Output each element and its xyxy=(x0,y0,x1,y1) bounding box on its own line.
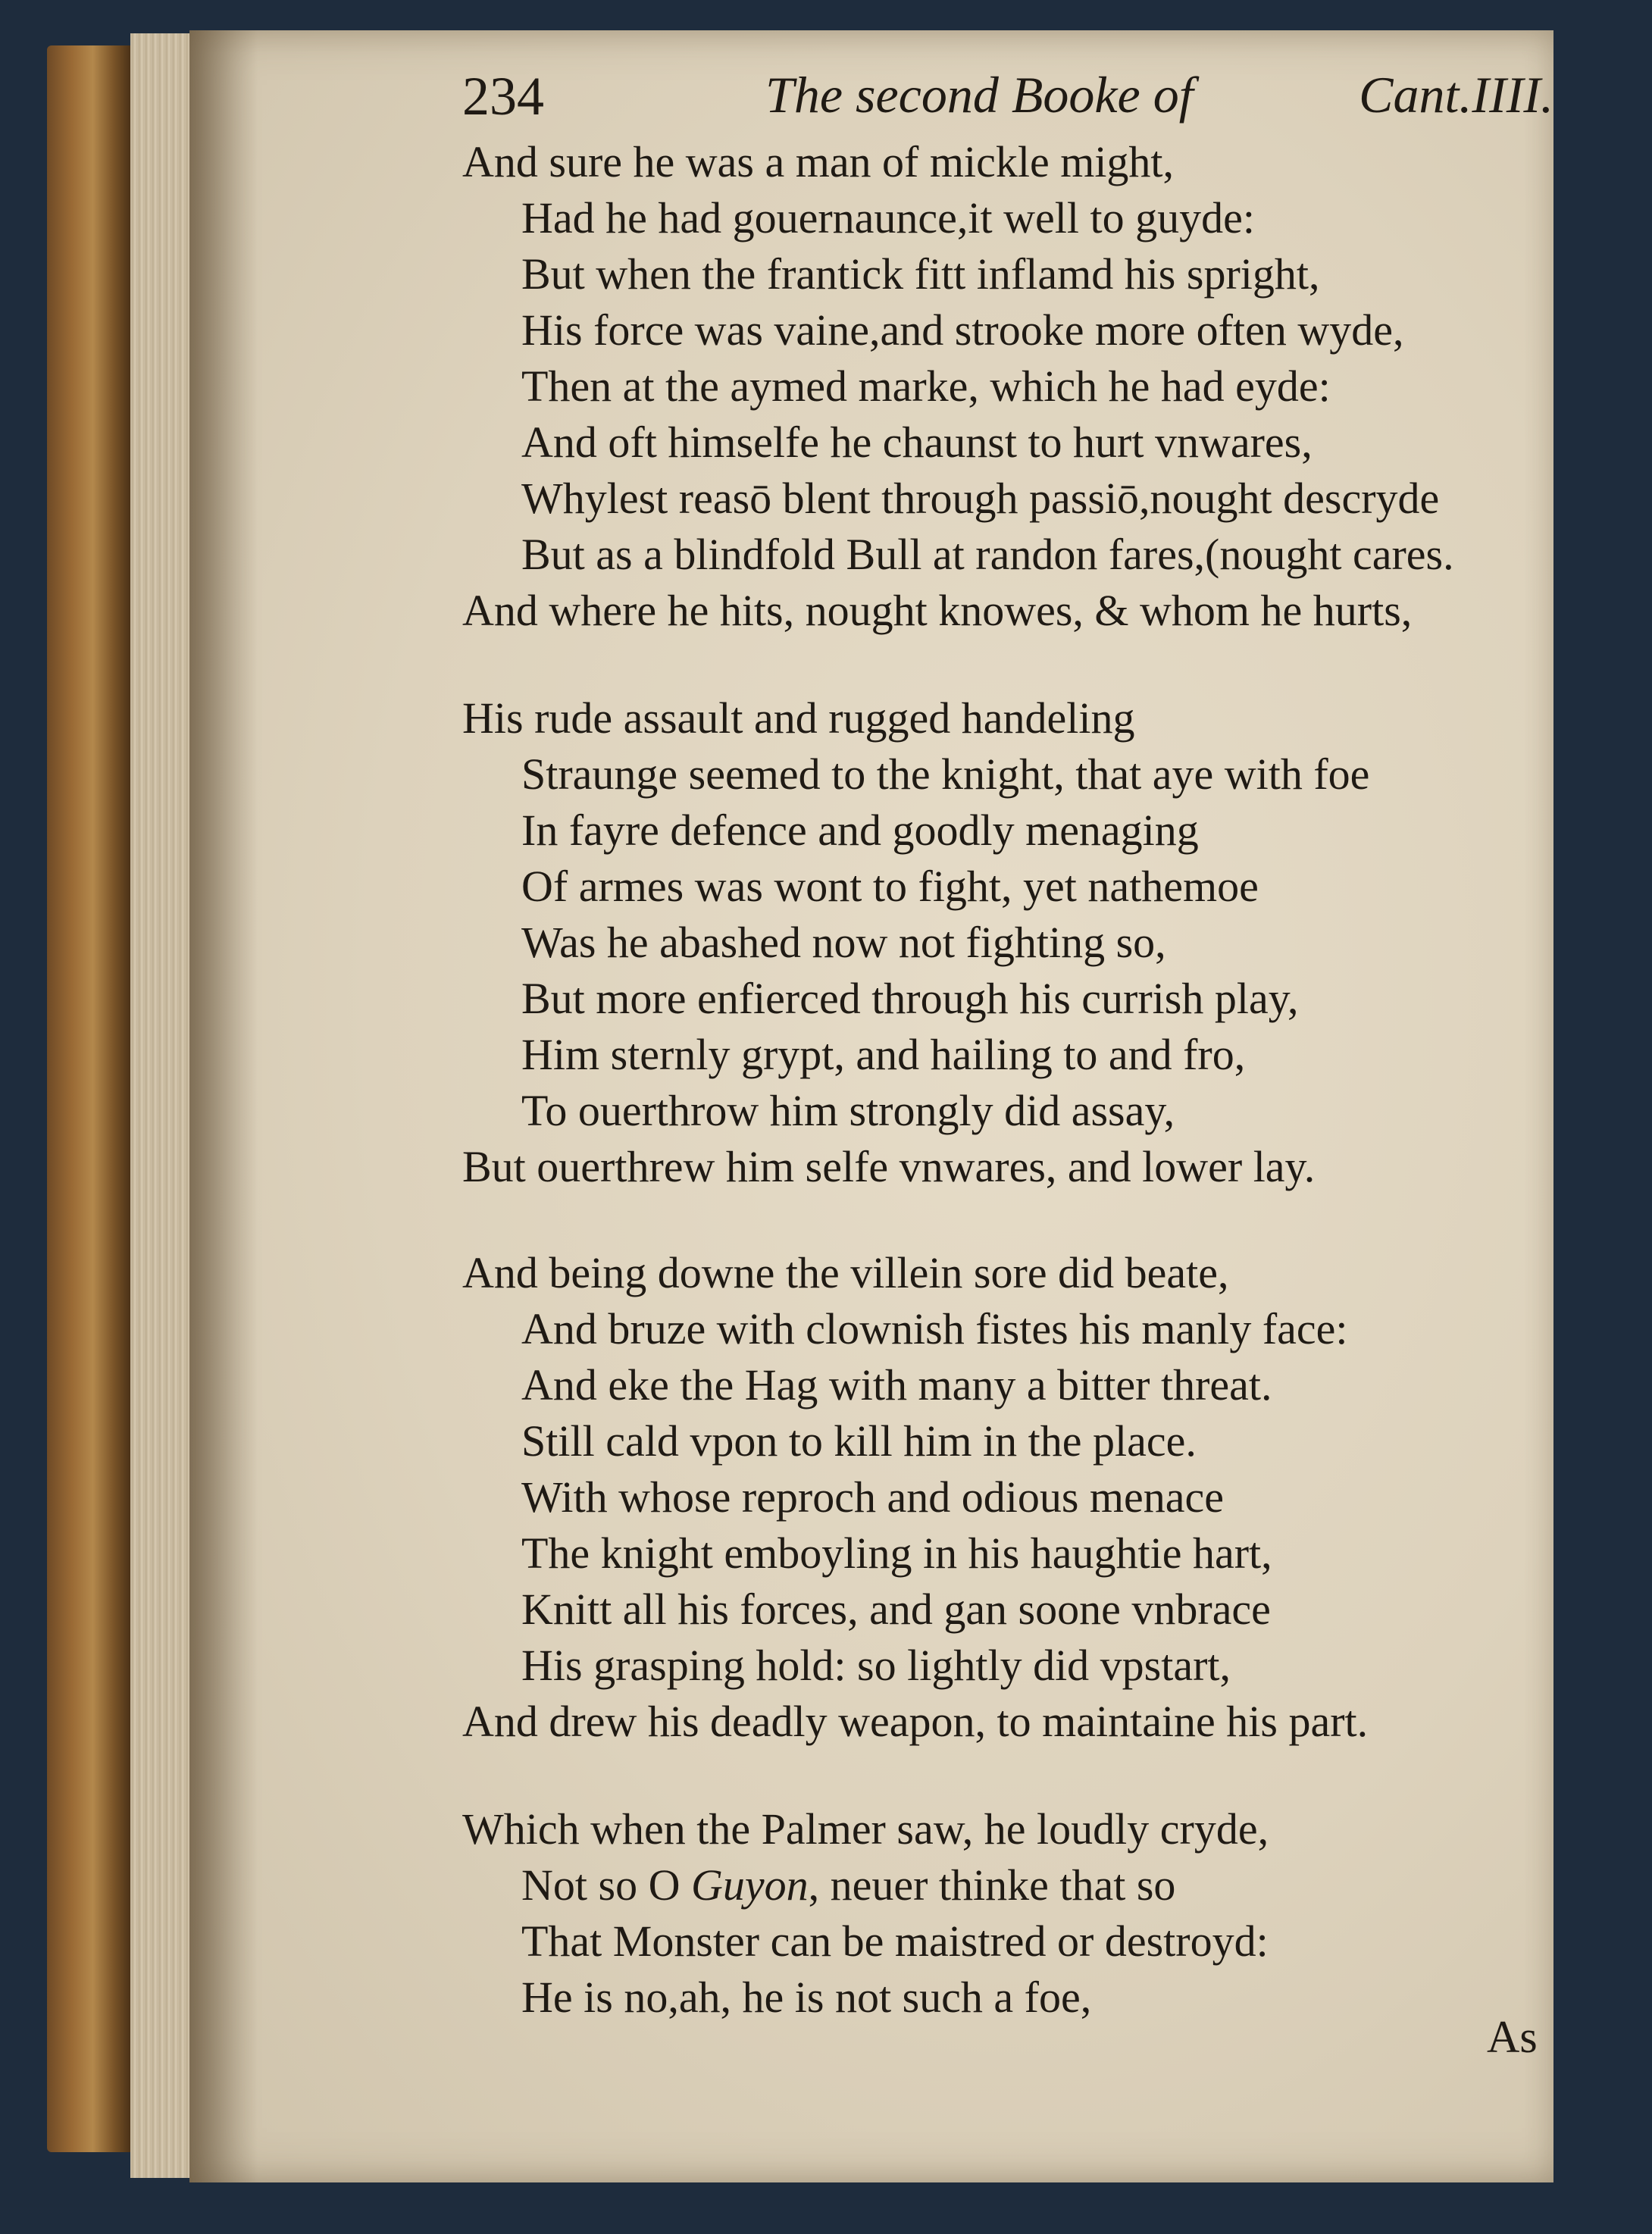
gutter-shadow xyxy=(189,30,258,2182)
stanza-3-line-2: And bruze with clownish fistes his manly face: xyxy=(521,1304,1348,1353)
stanza-4-line-2 xyxy=(521,1860,1175,1910)
book-fore-edge xyxy=(47,45,130,2152)
canto-label: Cant.IIII. xyxy=(1359,66,1553,124)
name-guyon: Guyon xyxy=(690,1860,809,1910)
stanza-3-line-7: Knitt all his forces, and gan soone vnbrace xyxy=(521,1585,1271,1634)
stanza-1-line-5: Then at the aymed marke, which he had eyde: xyxy=(521,361,1331,411)
line-text-before: Not so O xyxy=(521,1860,691,1910)
line-text-after: , neuer thinke that so xyxy=(808,1860,1176,1910)
stanza-3-line-5: With whose reproch and odious menace xyxy=(521,1472,1224,1522)
stanza-1-line-6: And oft himselfe he chaunst to hurt vnwares, xyxy=(521,418,1313,467)
stanza-2-line-3: In fayre defence and goodly menaging xyxy=(521,806,1199,855)
page-stack xyxy=(130,33,191,2178)
stanza-2-line-1: His rude assault and rugged handeling xyxy=(462,693,1135,743)
stanza-3-line-9: And drew his deadly weapon, to maintaine his part. xyxy=(462,1697,1369,1746)
stanza-1-line-1: And sure he was a man of mickle might, xyxy=(462,137,1175,186)
stanza-1-line-3: But when the frantick fitt inflamd his spright, xyxy=(521,249,1320,299)
stanza-3-line-3: And eke the Hag with many a bitter threat. xyxy=(521,1360,1272,1410)
stanza-1-line-2: Had he had gouernaunce,it well to guyde: xyxy=(521,193,1255,242)
stanza-1-line-9: And where he hits, nought knowes, & whom he hurts, xyxy=(462,586,1413,635)
stanza-2-line-8: To ouerthrow him strongly did assay, xyxy=(521,1086,1175,1135)
running-header xyxy=(462,65,1553,133)
stanza-2-line-7: Him sternly grypt, and hailing to and fro, xyxy=(521,1030,1246,1079)
stanza-4-line-1: Which when the Palmer saw, he loudly cryde, xyxy=(462,1804,1269,1854)
stanza-3-line-1: And being downe the villein sore did beate, xyxy=(462,1248,1229,1297)
catchword: As xyxy=(1487,2012,1538,2062)
stanza-2-line-9: But ouerthrew him selfe vnwares, and lower lay. xyxy=(462,1142,1316,1191)
page-number: 234 xyxy=(462,66,544,127)
running-title: The second Booke of xyxy=(765,66,1194,124)
stanza-4-line-3: That Monster can be maistred or destroyd: xyxy=(521,1916,1269,1966)
stanza-3-line-8: His grasping hold: so lightly did vpstart, xyxy=(521,1641,1231,1690)
stanza-3-line-4: Still cald vpon to kill him in the place. xyxy=(521,1416,1197,1466)
stanza-1-line-7: Whylest reasō blent through passiō,nought descryde xyxy=(521,474,1440,523)
stanza-1-line-8: But as a blindfold Bull at randon fares,(nought cares. xyxy=(521,530,1454,579)
stanza-2-line-2: Straunge seemed to the knight, that aye with foe xyxy=(521,749,1370,799)
right-margin-backdrop xyxy=(1553,30,1652,2182)
stanza-3-line-6: The knight emboyling in his haughtie hart, xyxy=(521,1528,1272,1578)
stanza-2-line-5: Was he abashed now not fighting so, xyxy=(521,918,1166,967)
stanza-2-line-6: But more enfierced through his currish play, xyxy=(521,974,1299,1023)
stanza-1-line-4: His force was vaine,and strooke more often wyde, xyxy=(521,305,1404,355)
stanza-4-line-4: He is no,ah, he is not such a foe, xyxy=(521,1973,1092,2022)
stanza-2-line-4: Of armes was wont to fight, yet nathemoe xyxy=(521,862,1259,911)
